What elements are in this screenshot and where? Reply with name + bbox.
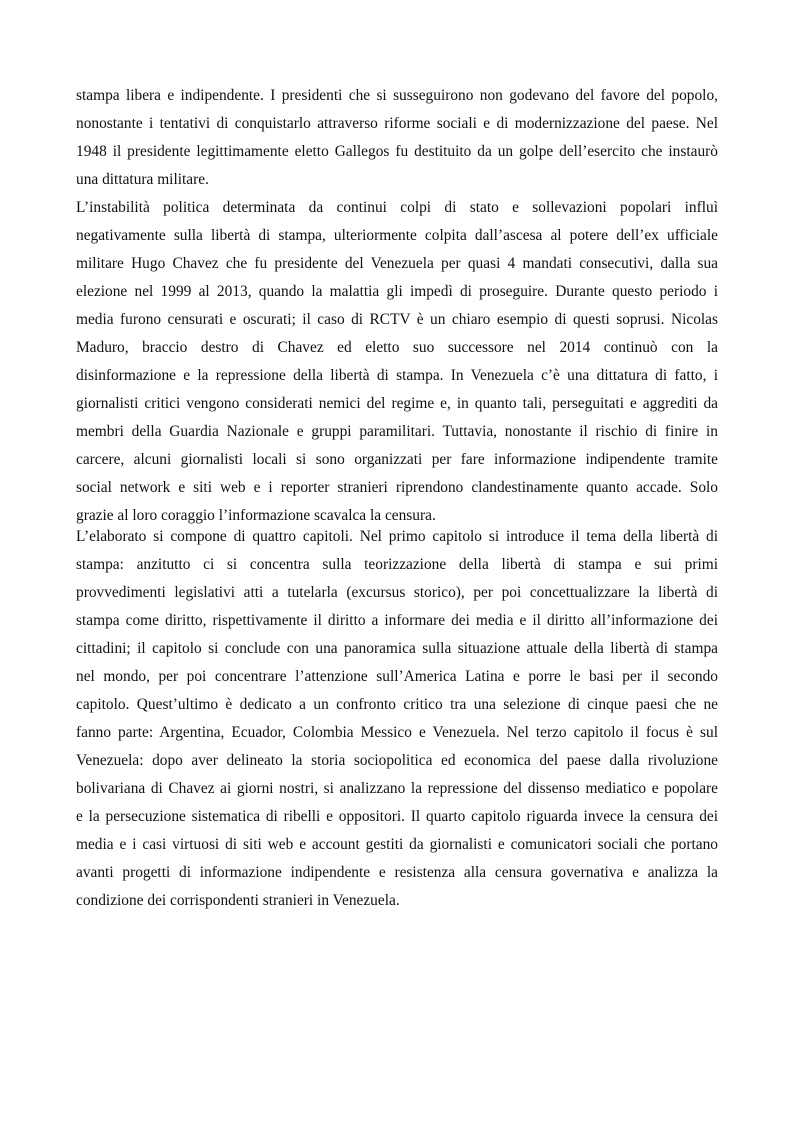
text-line: provvedimenti legislativi atti a tutelarla (excursus storico), per poi concettualizzare la libertà di [76,584,718,601]
text-line: condizione dei corrispondenti stranieri in Venezuela. [76,892,400,909]
text-line: militare Hugo Chavez che fu presidente del Venezuela per quasi 4 mandati consecutivi, dalla sua [76,255,718,272]
text-line: 1948 il presidente legittimamente eletto Gallegos fu destituito da un golpe dell’esercito che instaurò [76,143,718,160]
text-line: stampa come diritto, rispettivamente il diritto a informare dei media e il diritto all’informazione dei [76,612,718,629]
text-line: L’instabilità politica determinata da continui colpi di stato e sollevazioni popolari influì [76,199,718,216]
text-line: elezione nel 1999 al 2013, quando la malattia gli impedì di proseguire. Durante questo periodo i [76,283,718,300]
text-line: media furono censurati e oscurati; il caso di RCTV è un chiaro esempio di questi soprusi. Nicolas [76,311,718,328]
text-line: L’elaborato si compone di quattro capitoli. Nel primo capitolo si introduce il tema della libertà di [76,528,718,545]
text-line: grazie al loro coraggio l’informazione scavalca la censura. [76,507,436,524]
text-line: e la persecuzione sistematica di ribelli e oppositori. Il quarto capitolo riguarda invece la censura dei [76,808,718,825]
text-line: negativamente sulla libertà di stampa, ulteriormente colpita dall’ascesa al potere dell’ex ufficiale [76,227,718,244]
text-line: nel mondo, per poi concentrare l’attenzione sull’America Latina e porre le basi per il secondo [76,668,718,685]
text-line: cittadini; il capitolo si conclude con una panoramica sulla situazione attuale della libertà di stampa [76,640,718,657]
text-line: giornalisti critici vengono considerati nemici del regime e, in quanto tali, perseguitati e aggrediti da [76,395,718,412]
text-line: bolivariana di Chavez ai giorni nostri, si analizzano la repressione del dissenso mediatico e popolare [76,780,718,797]
text-line: membri della Guardia Nazionale e gruppi paramilitari. Tuttavia, nonostante il rischio di finire in [76,423,718,440]
text-line: stampa libera e indipendente. I presidenti che si susseguirono non godevano del favore del popolo, [76,87,718,104]
text-line: social network e siti web e i reporter stranieri riprendono clandestinamente quanto accade. Solo [76,479,718,496]
text-line: avanti progetti di informazione indipendente e resistenza alla censura governativa e analizza la [76,864,718,881]
text-line: una dittatura militare. [76,171,209,188]
text-line: disinformazione e la repressione della libertà di stampa. In Venezuela c’è una dittatura di fatto, i [76,367,718,384]
paragraph-history [76,82,718,530]
text-line: Maduro, braccio destro di Chavez ed eletto suo successore nel 2014 continuò con la [76,339,718,356]
text-line: stampa: anzitutto ci si concentra sulla teorizzazione della libertà di stampa e sui primi [76,556,718,573]
paragraph-outline [76,523,718,915]
text-line: media e i casi virtuosi di siti web e account gestiti da giornalisti e comunicatori sociali che portano [76,836,718,853]
text-line: capitolo. Quest’ultimo è dedicato a un confronto critico tra una selezione di cinque paesi che ne [76,696,718,713]
text-line: carcere, alcuni giornalisti locali si sono organizzati per fare informazione indipendente tramite [76,451,718,468]
text-line: Venezuela: dopo aver delineato la storia sociopolitica ed economica del paese dalla rivoluzione [76,752,718,769]
text-line: nonostante i tentativi di conquistarlo attraverso riforme sociali e di modernizzazione del paese. Nel [76,115,718,132]
text-line: fanno parte: Argentina, Ecuador, Colombia Messico e Venezuela. Nel terzo capitolo il focus è sul [76,724,718,741]
